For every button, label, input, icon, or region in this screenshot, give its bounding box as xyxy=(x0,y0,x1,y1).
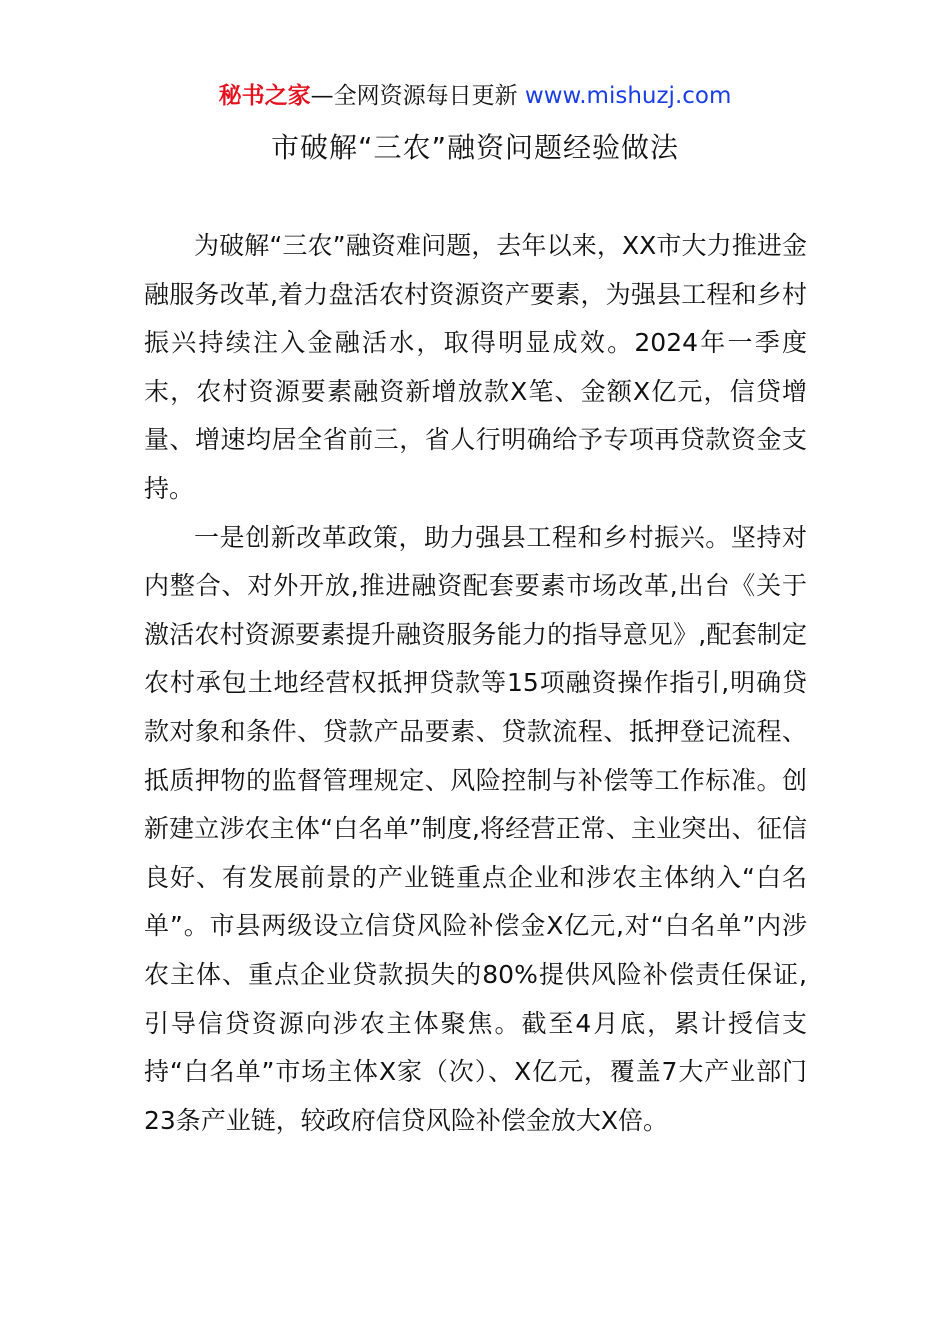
section-one-paragraph: 一是创新改革政策，助力强县工程和乡村振兴。坚持对内整合、对外开放,推进融资配套要素市场改革,出台《关于激活农村资源要素提升融资服务能力的指导意见》,配套制定农村承包土地经营权抵押贷款等15项融资操作指引,明确贷款对象和条件、贷款产品要素、贷款流程、抵押登记流程、抵质押物的监督管理规定、风险控制与补偿等工作标准。创新建立涉农主体“白名单”制度,将经营正常、主业突出、征信良好、有发展前景的产业链重点企业和涉农主体纳入“白名单”。市县两级设立信贷风险补偿金X亿元,对“白名单”内涉农主体、重点企业贷款损失的80%提供风险补偿责任保证,引导信贷资源向涉农主体聚焦。截至4月底，累计授信支持“白名单”市场主体X家（次）、X亿元，覆盖7大产业部门23条产业链，较政府信贷风险补偿金放大X倍。 xyxy=(144,522,807,1135)
site-banner xyxy=(0,80,950,112)
intro-paragraph: 为破解“三农”融资难问题，去年以来，XX市大力推进金融服务改革,着力盘活农村资源资产要素，为强县工程和乡村振兴持续注入金融活水，取得明显成效。2024年一季度末，农村资源要素融资新增放款X笔、金额X亿元，信贷增量、增速均居全省前三，省人行明确给予专项再贷款资金支持。 xyxy=(144,231,807,503)
document-title: 市破解“三农”融资问题经验做法 xyxy=(270,131,679,164)
document-body xyxy=(144,222,807,1145)
site-tagline: —全网资源每日更新 xyxy=(310,83,518,109)
site-url-link[interactable]: www.mishuzj.com xyxy=(524,83,732,109)
site-brand: 秘书之家 xyxy=(218,83,311,109)
